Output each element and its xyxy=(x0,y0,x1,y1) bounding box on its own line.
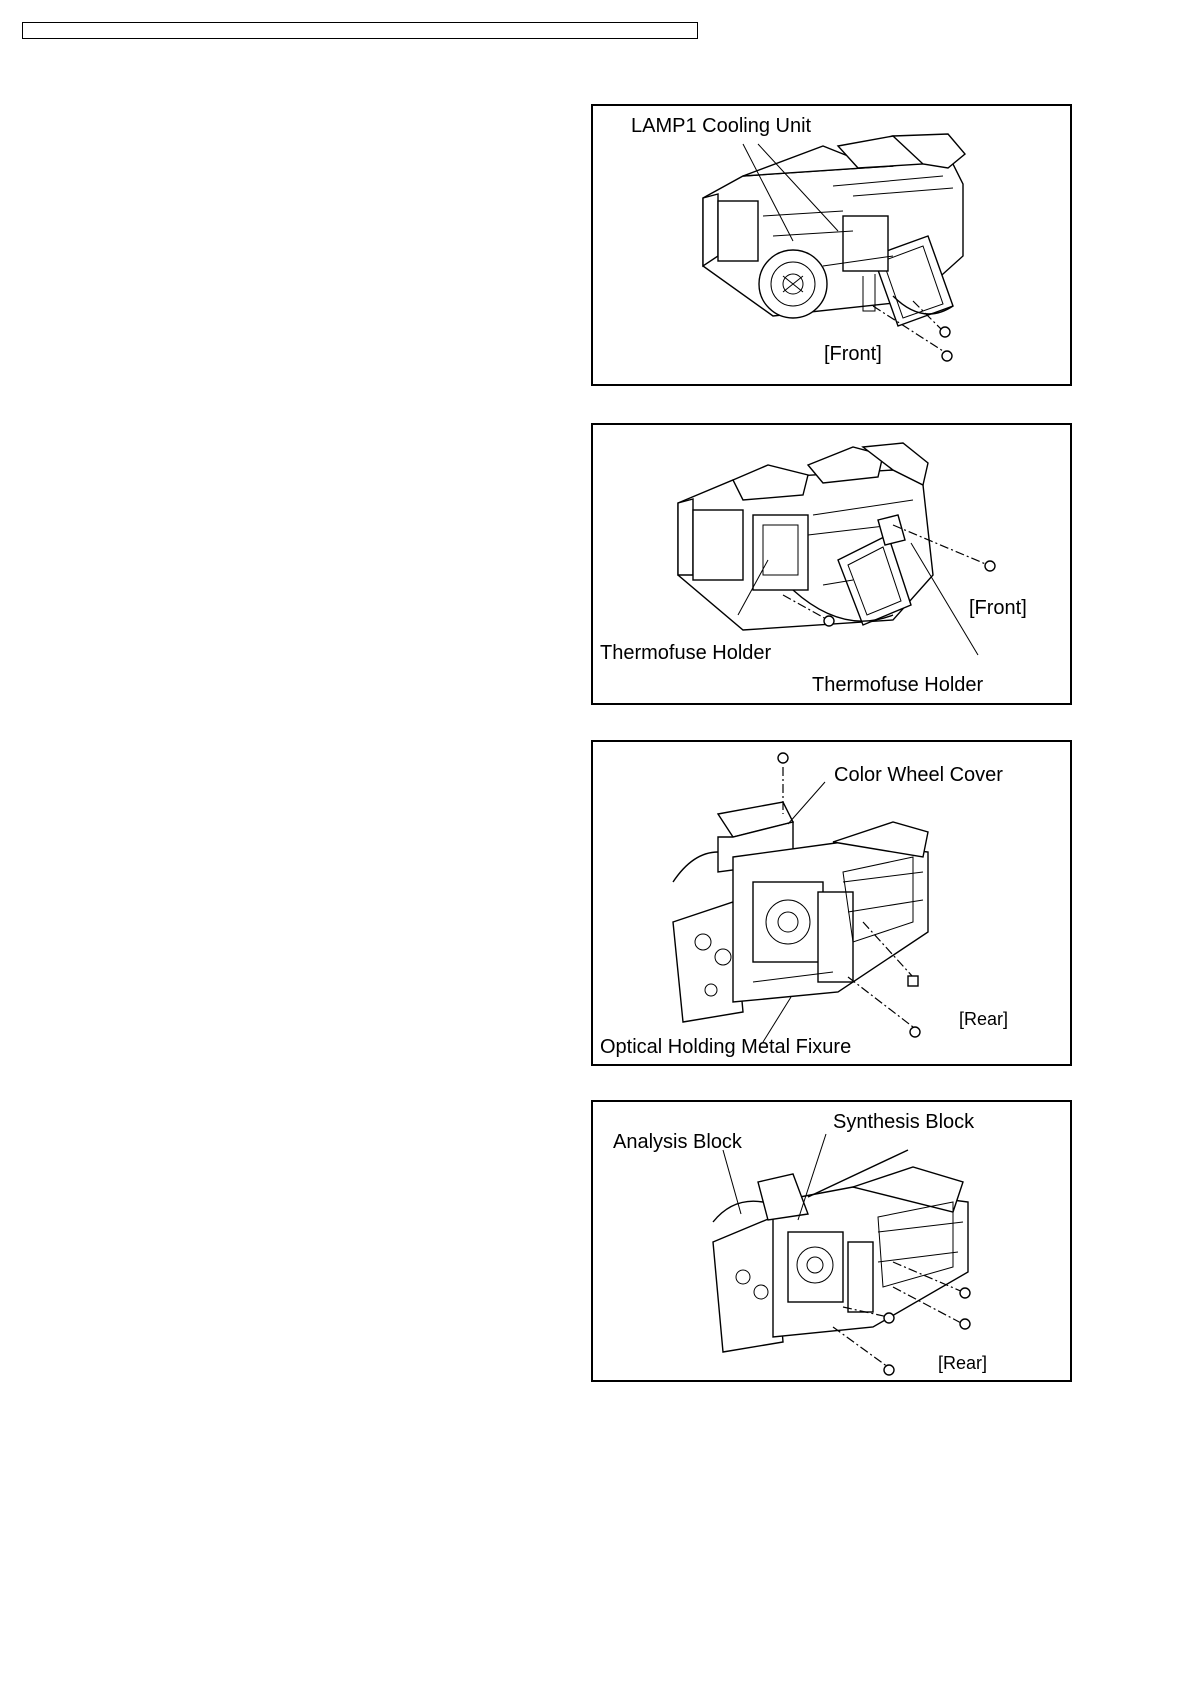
header-box xyxy=(22,22,698,39)
figure-color-wheel-cover xyxy=(591,740,1072,1066)
analysis-block-label: Analysis Block xyxy=(613,1131,742,1153)
figure-lamp1-cooling-unit xyxy=(591,104,1072,386)
rear-label: [Rear] xyxy=(938,1353,988,1373)
front-label: [Front] xyxy=(969,597,1027,619)
optical-holding-metal-fixure-label: Optical Holding Metal Fixure xyxy=(600,1036,852,1058)
thermofuse-holder-left-label: Thermofuse Holder xyxy=(600,642,772,664)
rear-label: [Rear] xyxy=(959,1009,1009,1029)
lamp1-cooling-unit-label: LAMP1 Cooling Unit xyxy=(631,115,812,137)
thermofuse-holder-right-label: Thermofuse Holder xyxy=(812,674,984,696)
front-label: [Front] xyxy=(824,343,882,365)
figure-analysis-synthesis-blocks xyxy=(591,1100,1072,1382)
synthesis-block-label: Synthesis Block xyxy=(833,1111,975,1133)
figure-thermofuse-holders xyxy=(591,423,1072,705)
color-wheel-cover-label: Color Wheel Cover xyxy=(834,764,1003,786)
